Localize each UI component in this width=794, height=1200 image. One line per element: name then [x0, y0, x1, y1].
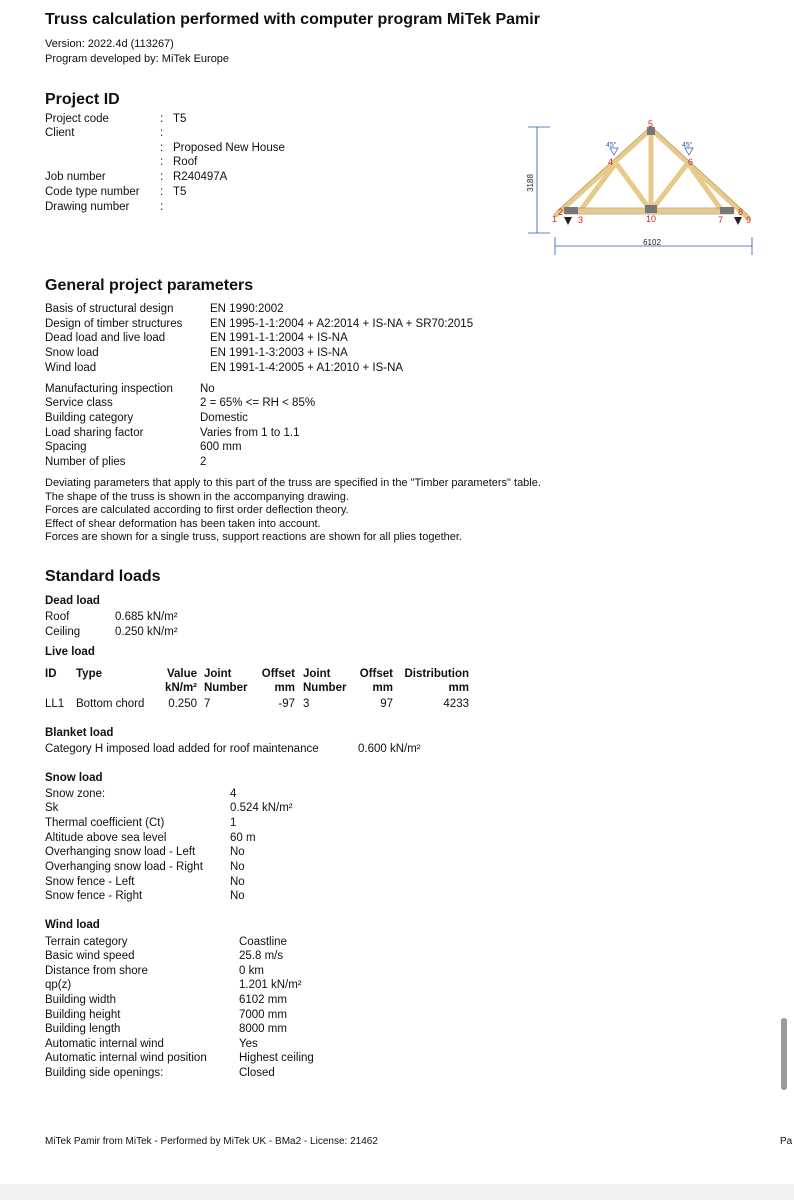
col-dist-header: Distribution — [404, 668, 469, 680]
node-label: 4 — [608, 157, 614, 167]
notes-paragraph: Deviating parameters that apply to this part of the truss are specified in the "Timber parameters" table. The shape of the truss is shown in the accompanying drawing. Forces are calculated according to first order deflection theory. Effect of shear deformation has been taken into account. Forces are shown for a single truss, support reactions are shown for all plies together. — [45, 477, 541, 543]
col-offset2-header: Offset — [359, 668, 393, 680]
node-label: 8 — [738, 207, 744, 217]
node-label: 5 — [648, 119, 654, 129]
timber-members — [556, 129, 748, 218]
col-joint1-header: Joint — [204, 668, 232, 680]
cell-id: LL1 — [45, 698, 65, 710]
snow-load-heading: Snow load — [45, 772, 103, 784]
cell-joint2: 3 — [303, 698, 310, 710]
truss-diagram — [520, 115, 770, 255]
col-joint2-sub: Number — [303, 682, 347, 694]
footer-text: MiTek Pamir from MiTek - Performed by MiTek UK - BMa2 - License: 21462 — [45, 1136, 378, 1147]
col-joint2-header: Joint — [303, 668, 331, 680]
col-offset2-unit: mm — [372, 682, 393, 694]
col-joint1-sub: Number — [204, 682, 248, 694]
dead-load-heading: Dead load — [45, 595, 100, 607]
col-offset1-header: Offset — [261, 668, 295, 680]
node-label: 6 — [688, 157, 694, 167]
node-label: 7 — [718, 215, 724, 225]
cell-value: 0.250 — [168, 698, 197, 710]
node-label: 1 — [552, 214, 558, 224]
cell-offset1: -97 — [278, 698, 295, 710]
standard-loads-heading: Standard loads — [45, 568, 161, 585]
cell-type: Bottom chord — [76, 698, 145, 710]
general-parameters-heading: General project parameters — [45, 277, 254, 294]
wind-load-heading: Wind load — [45, 919, 100, 931]
col-offset1-unit: mm — [274, 682, 295, 694]
vertical-scrollbar[interactable] — [781, 1018, 787, 1090]
height-dimension: 3188 — [526, 174, 535, 192]
cell-dist: 4233 — [443, 698, 469, 710]
node-label: 2 — [558, 207, 564, 217]
angle-right: 45° — [682, 142, 693, 149]
node-label: 9 — [746, 215, 752, 225]
blanket-load-heading: Blanket load — [45, 727, 114, 739]
angle-left: 45° — [606, 142, 617, 149]
footer-page: Pa — [780, 1136, 793, 1147]
col-dist-unit: mm — [448, 682, 469, 694]
document-title: Truss calculation performed with computer program MiTek Pamir — [45, 11, 540, 28]
width-dimension: 6102 — [643, 238, 661, 247]
developer-text: Program developed by: MiTek Europe — [45, 53, 230, 65]
col-type-header: Type — [76, 668, 102, 680]
node-label: 10 — [646, 214, 657, 224]
cell-joint1: 7 — [204, 698, 211, 710]
live-load-heading: Live load — [45, 646, 95, 658]
version-text: Version: 2022.4d (113267) — [45, 38, 174, 50]
col-value-header: Value — [166, 668, 197, 680]
col-id-header: ID — [45, 668, 57, 680]
node-label: 3 — [578, 215, 584, 225]
cell-offset2: 97 — [380, 698, 393, 710]
bottom-bar — [0, 1184, 794, 1200]
col-value-unit: kN/m² — [165, 682, 197, 694]
project-id-heading: Project ID — [45, 91, 120, 108]
